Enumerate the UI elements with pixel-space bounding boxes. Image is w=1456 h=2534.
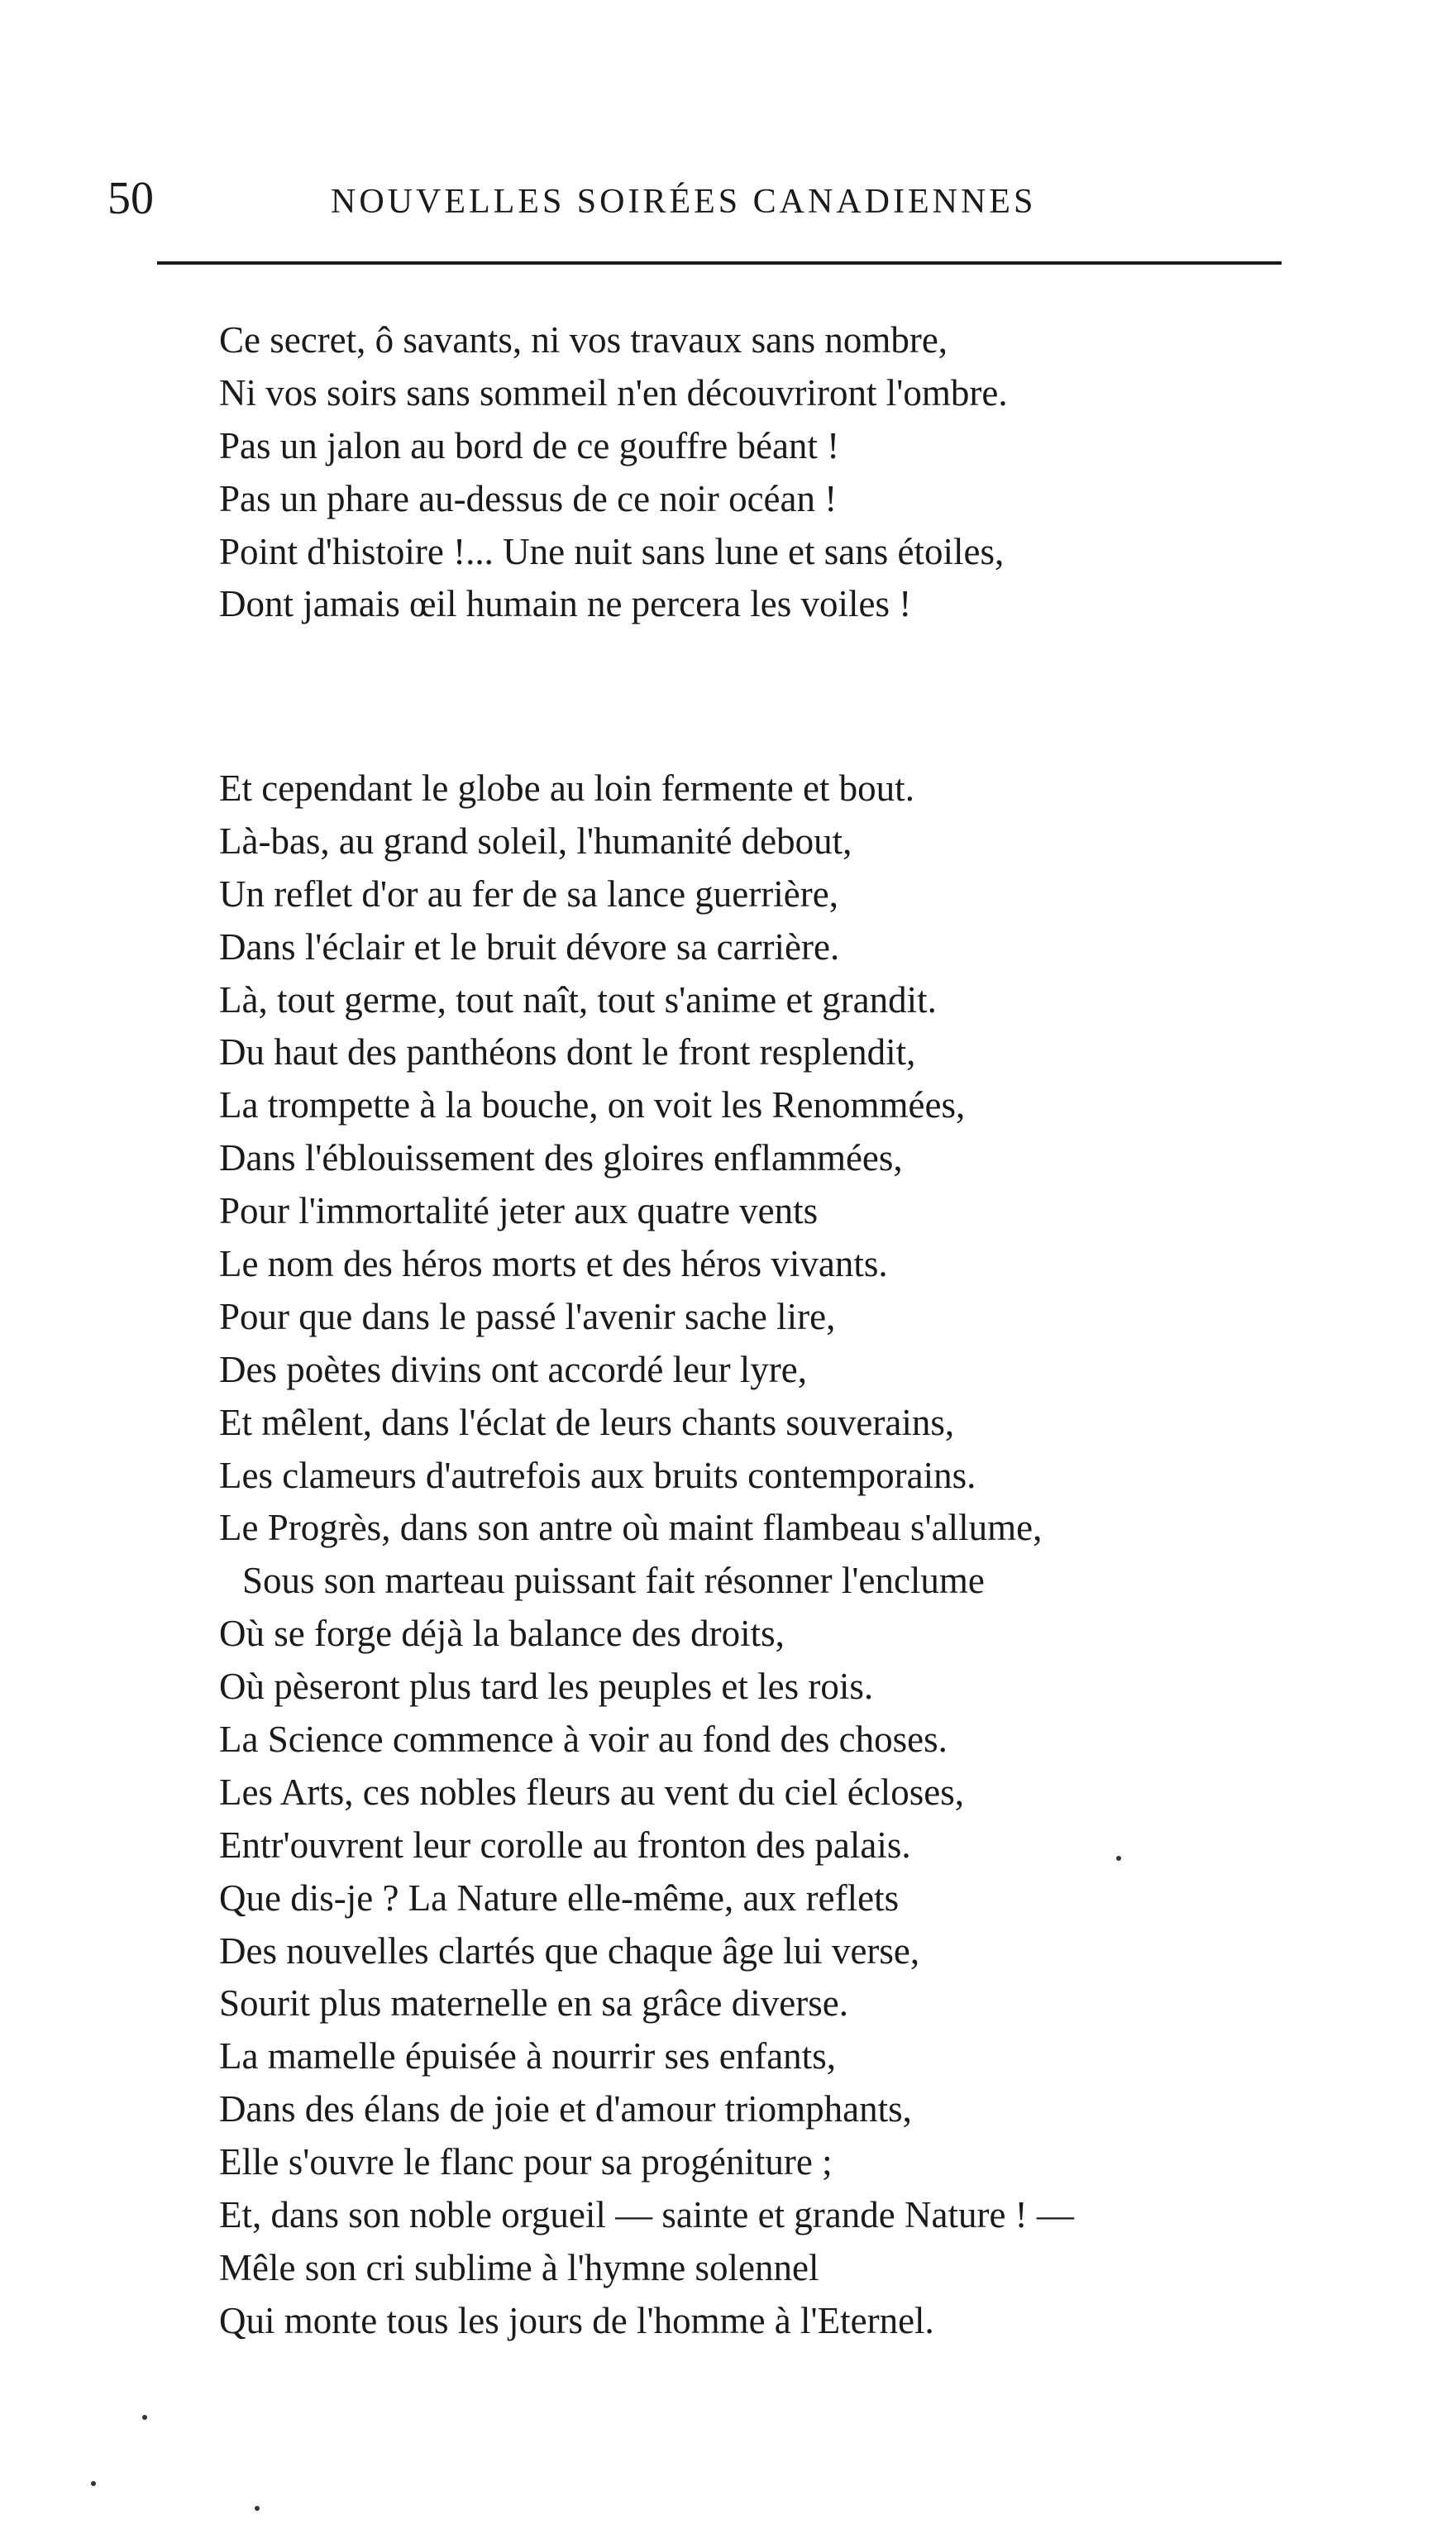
header-rule — [157, 261, 1282, 265]
verse-line: Sous son marteau puissant fait résonner l'enclume — [242, 1560, 985, 1602]
verse-line: Ni vos soirs sans sommeil n'en découvriront l'ombre. — [219, 371, 1008, 414]
verse-line: Pas un jalon au bord de ce gouffre béant ! — [219, 424, 840, 466]
verse-line: Le nom des héros morts et des héros vivants. — [219, 1243, 888, 1285]
verse-line: Du haut des panthéons dont le front resplendit, — [219, 1031, 916, 1073]
stanza-2 — [219, 763, 1074, 2348]
verse-line: Sourit plus maternelle en sa grâce diverse. — [219, 1982, 848, 2025]
verse-line: Qui monte tous les jours de l'homme à l'Eternel. — [219, 2299, 934, 2341]
page-number: 50 — [107, 173, 154, 224]
verse-line: Là-bas, au grand soleil, l'humanité debout, — [219, 820, 852, 862]
verse-line: Pour que dans le passé l'avenir sache lire, — [219, 1295, 836, 1337]
verse-line: Et mêlent, dans l'éclat de leurs chants souverains, — [219, 1401, 955, 1443]
verse-line: Un reflet d'or au fer de sa lance guerrière, — [219, 873, 838, 915]
verse-line: Point d'histoire !... Une nuit sans lune et sans étoiles, — [219, 530, 1005, 572]
verse-line: Mêle son cri sublime à l'hymne solennel — [219, 2246, 819, 2288]
verse-line: Entr'ouvrent leur corolle au fronton des palais. — [219, 1824, 911, 1866]
page-header — [107, 165, 1282, 232]
verse-line: La trompette à la bouche, on voit les Renommées, — [219, 1084, 966, 1126]
verse-line: Ce secret, ô savants, ni vos travaux sans nombre, — [219, 319, 948, 361]
verse-line: Et, dans son noble orgueil — sainte et grande Nature ! — — [219, 2194, 1074, 2236]
verse-line: La mamelle épuisée à nourrir ses enfants, — [219, 2035, 836, 2077]
verse-line: Des poètes divins ont accordé leur lyre, — [219, 1348, 808, 1390]
print-speck — [1116, 1856, 1121, 1861]
verse-line: Et cependant le globe au loin fermente et bout. — [219, 767, 914, 809]
verse-line: Où se forge déjà la balance des droits, — [219, 1613, 785, 1655]
print-speck — [142, 2415, 147, 2420]
verse-line: Que dis-je ? La Nature elle-même, aux reflets — [219, 1877, 900, 1919]
verse-line: La Science commence à voir au fond des choses. — [219, 1719, 948, 1761]
verse-line: Où pèseront plus tard les peuples et les rois. — [219, 1666, 874, 1708]
print-speck — [255, 2506, 260, 2511]
verse-line: Dont jamais œil humain ne percera les voiles ! — [219, 583, 912, 625]
print-speck — [91, 2481, 96, 2486]
verse-line: Pour l'immortalité jeter aux quatre vents — [219, 1190, 819, 1232]
verse-line: Là, tout germe, tout naît, tout s'anime et grandit. — [219, 978, 937, 1021]
verse-line: Des nouvelles clartés que chaque âge lui verse, — [219, 1929, 920, 1972]
verse-line: Pas un phare au-dessus de ce noir océan ! — [219, 477, 838, 519]
verse-line: Dans des élans de joie et d'amour triomphants, — [219, 2088, 912, 2130]
verse-line: Dans l'éblouissement des gloires enflammées, — [219, 1137, 903, 1179]
verse-line: Elle s'ouvre le flanc pour sa progéniture ; — [219, 2141, 833, 2183]
verse-line: Les clameurs d'autrefois aux bruits contemporains. — [219, 1454, 976, 1496]
verse-line: Les Arts, ces nobles fleurs au vent du ciel écloses, — [219, 1771, 964, 1813]
verse-line: Dans l'éclair et le bruit dévore sa carrière. — [219, 925, 840, 968]
verse-line: Le Progrès, dans son antre où maint flambeau s'allume, — [219, 1507, 1043, 1549]
stanza-1 — [219, 314, 1008, 631]
running-title: NOUVELLES SOIRÉES CANADIENNES — [331, 183, 1037, 221]
